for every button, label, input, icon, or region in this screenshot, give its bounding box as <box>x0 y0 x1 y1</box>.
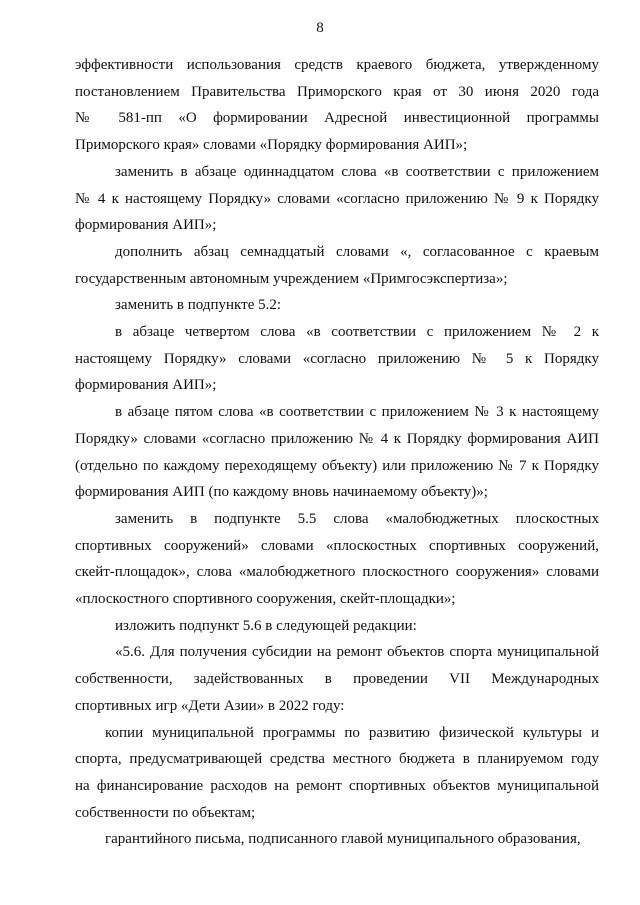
text-line: Приморского края» словами «Порядку формирования АИП»; <box>75 137 468 154</box>
text-line: настоящему Порядку» словами «согласно приложению № 5 к Порядку <box>75 350 599 367</box>
text-line: спортивных сооружений» словами «плоскостных спортивных сооружений, <box>75 537 599 554</box>
text-line: формирования АИП (по каждому вновь начинаемому объекту)»; <box>75 484 488 501</box>
text-line: заменить в подпункте 5.2: <box>115 297 282 314</box>
paragraph <box>75 319 599 399</box>
text-line: заменить в подпункте 5.5 слова «малобюджетных плоскостных <box>115 510 599 527</box>
text-line: в абзаце пятом слова «в соответствии с приложением № 3 к настоящему <box>115 404 599 421</box>
text-line: спорта, предусматривающей средства местного бюджета в планируемом году <box>75 751 599 768</box>
document-body <box>75 52 599 853</box>
paragraph <box>75 399 599 506</box>
text-line: копии муниципальной программы по развитию физической культуры и <box>105 724 599 741</box>
paragraph <box>75 52 599 159</box>
text-line: постановлением Правительства Приморского края от 30 июня 2020 года <box>75 83 599 100</box>
text-line: дополнить абзац семнадцатый словами «, согласованное с краевым <box>115 243 599 260</box>
text-line: «плоскостного спортивного сооружения, скейт-площадки»; <box>75 591 456 608</box>
text-line: спортивных игр «Дети Азии» в 2022 году: <box>75 697 345 714</box>
text-line: № 4 к настоящему Порядку» словами «согласно приложению № 9 к Порядку <box>75 190 599 207</box>
text-line: (отдельно по каждому переходящему объекту) или приложению № 7 к Порядку <box>75 457 599 474</box>
paragraph <box>75 613 599 640</box>
paragraph <box>75 292 599 319</box>
text-line: заменить в абзаце одиннадцатом слова «в соответствии с приложением <box>115 163 599 180</box>
paragraph <box>75 159 599 239</box>
text-line: Порядку» словами «согласно приложению № 4 к Порядку формирования АИП <box>75 430 599 447</box>
text-line: эффективности использования средств краевого бюджета, утвержденному <box>75 57 599 73</box>
text-line: формирования АИП»; <box>75 377 217 394</box>
paragraph <box>75 506 599 613</box>
text-line: формирования АИП»; <box>75 217 217 234</box>
page-number: 8 <box>316 20 324 36</box>
text-line: скейт-площадок», слова «малобюджетного плоскостного сооружения» словами <box>75 564 599 581</box>
text-line: гарантийного письма, подписанного главой муниципального образования, <box>105 831 581 848</box>
text-line: собственности, задействованных в проведении VII Международных <box>75 671 599 688</box>
text-line: в абзаце четвертом слова «в соответствии с приложением № 2 к <box>115 324 599 341</box>
paragraph <box>75 239 599 292</box>
text-line: № 581-пп «О формировании Адресной инвестиционной программы <box>75 110 599 127</box>
text-line: государственным автономным учреждением «Примгосэкспертиза»; <box>75 270 508 287</box>
paragraph <box>75 639 599 719</box>
text-line: изложить подпункт 5.6 в следующей редакции: <box>115 617 417 634</box>
text-line: собственности по объектам; <box>75 804 256 821</box>
text-line: на финансирование расходов на ремонт спортивных объектов муниципальной <box>75 777 599 794</box>
paragraph <box>75 826 599 853</box>
paragraph <box>75 720 599 827</box>
text-line: «5.6. Для получения субсидии на ремонт объектов спорта муниципальной <box>115 644 599 661</box>
